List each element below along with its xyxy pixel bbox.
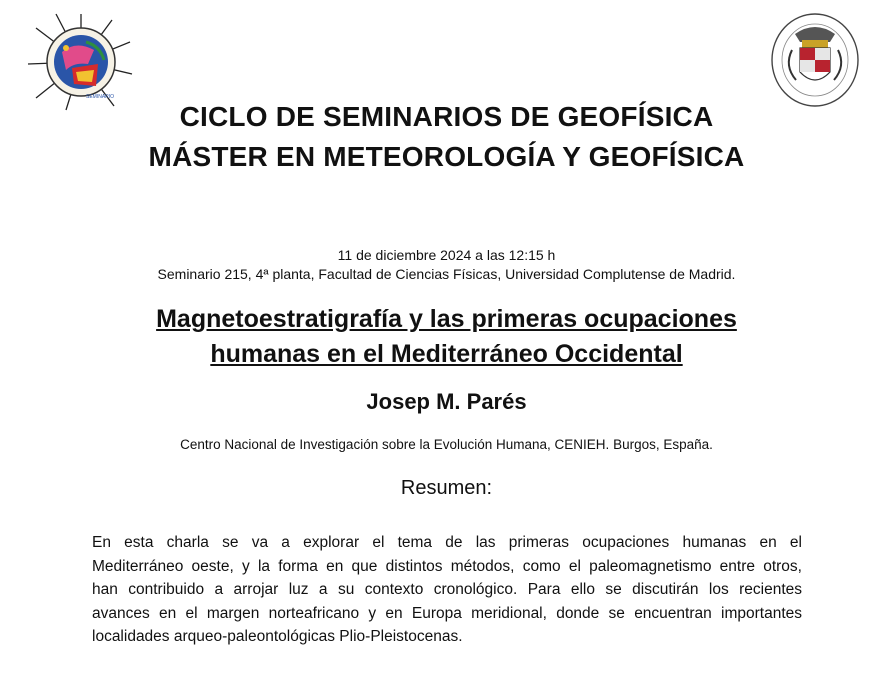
svg-text:SEMINARIO: SEMINARIO bbox=[86, 94, 115, 100]
event-location: Seminario 215, 4ª planta, Facultad de Ciencias Físicas, Universidad Complutense de Madrid. bbox=[157, 266, 736, 282]
ucm-crest-icon bbox=[770, 10, 860, 108]
speaker-affiliation: Centro Nacional de Investigación sobre la Evolución Humana, CENIEH. Burgos, España. bbox=[180, 437, 713, 452]
talk-title-line-1: Magnetoestratigrafía y las primeras ocupaciones bbox=[156, 305, 737, 333]
abstract-line: localidades arqueo-paleontológicas Plio-Pleistocenas. bbox=[92, 628, 463, 645]
abstract-line: han contribuido a arrojar luz a su contexto cronológico. Para ello se discutirán los recientes bbox=[92, 581, 802, 598]
speaker-name: Josep M. Parés bbox=[366, 389, 527, 414]
master-program-title: MÁSTER EN METEOROLOGÍA Y GEOFÍSICA bbox=[148, 141, 745, 172]
abstract-heading: Resumen: bbox=[400, 477, 493, 499]
abstract-line: En esta charla se va a explorar el tema de las primeras ocupaciones humanas en el bbox=[92, 534, 802, 551]
talk-title-line-2: humanas en el Mediterráneo Occidental bbox=[210, 340, 683, 368]
abstract-line: avances en el margen norteafricano y en Europa meridional, donde se encuentran importantes bbox=[92, 604, 802, 622]
event-date: 11 de diciembre 2024 a las 12:15 h bbox=[337, 247, 556, 263]
abstract-line: Mediterráneo oeste, y la forma en que distintos métodos, como el paleomagnetismo entre otros, bbox=[92, 557, 802, 575]
seminar-series-title: CICLO DE SEMINARIOS DE GEOFÍSICA bbox=[179, 101, 714, 132]
geophysics-seminar-logo bbox=[26, 12, 136, 112]
abstract-body bbox=[92, 531, 802, 649]
geophysics-seminar-seal-icon bbox=[26, 12, 136, 112]
ucm-logo bbox=[770, 10, 860, 108]
